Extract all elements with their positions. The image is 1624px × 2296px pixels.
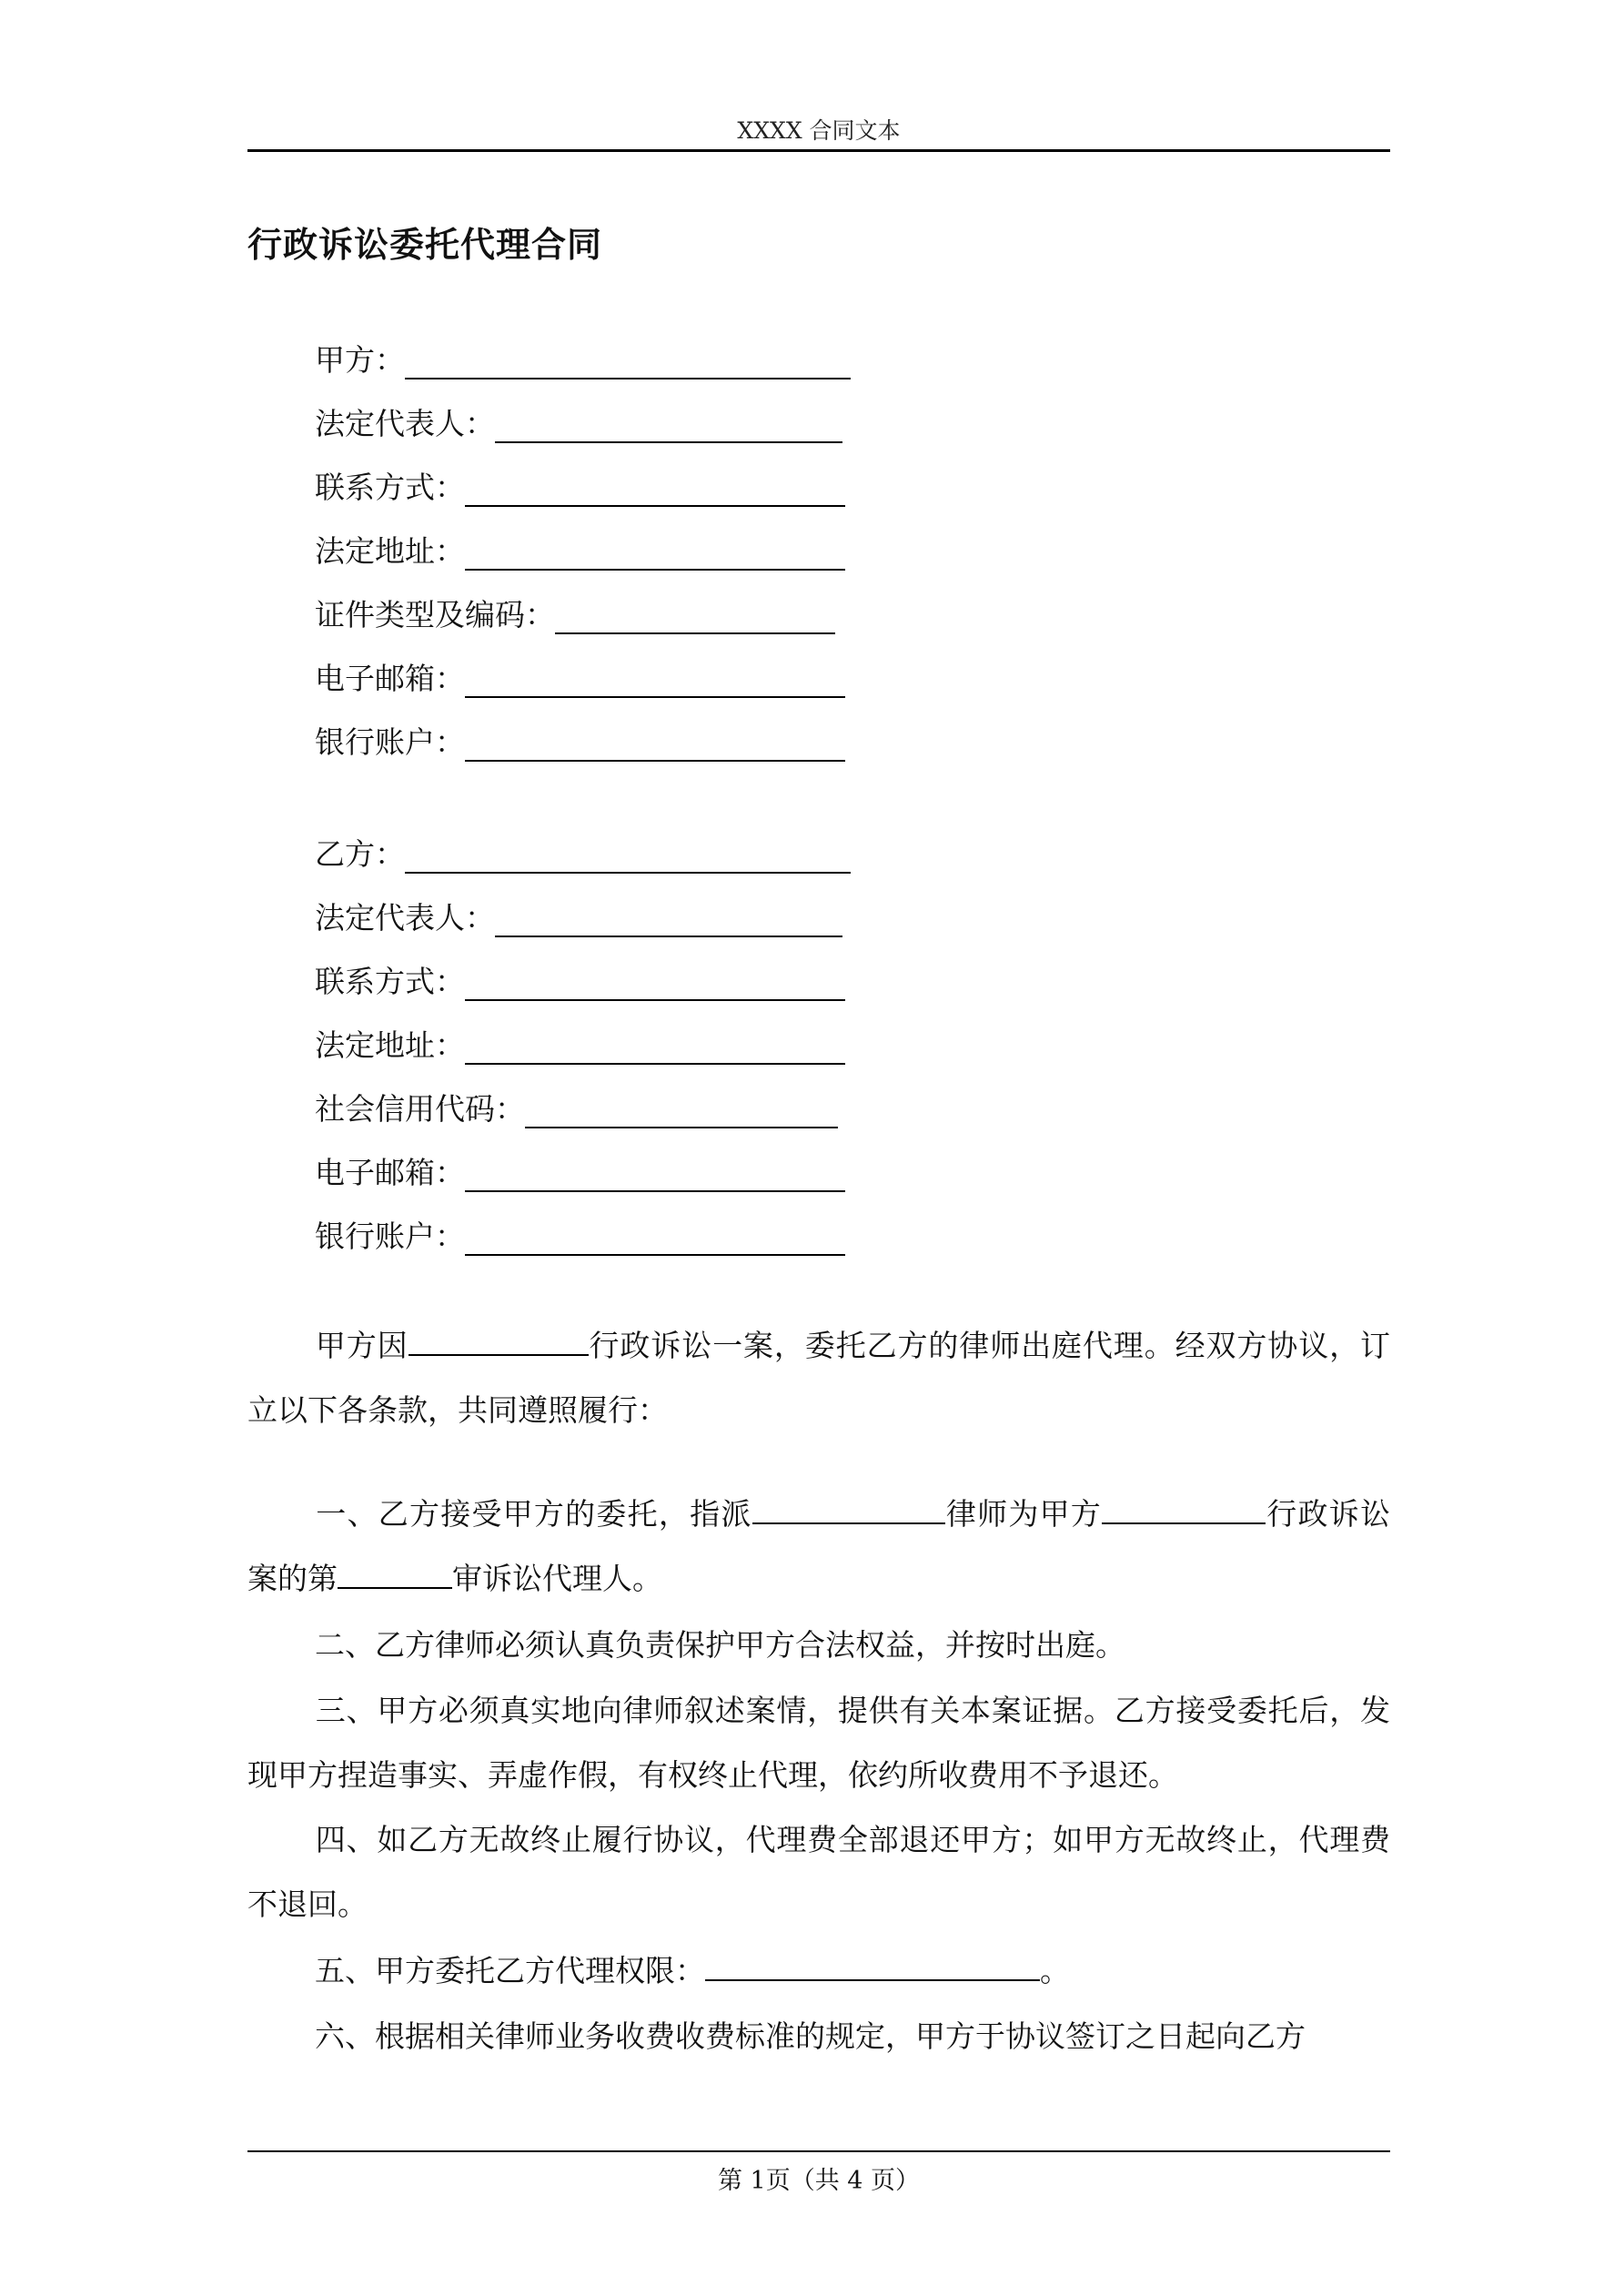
fill-line <box>405 835 851 874</box>
clause-6: 六、根据相关律师业务收费收费标准的规定，甲方于协议签订之日起向乙方 <box>315 2018 1306 2054</box>
party-b-address-field <box>315 1017 845 1065</box>
field-label: 联系方式： <box>315 964 465 999</box>
field-label: 甲方： <box>315 342 405 378</box>
party-a-name-field <box>315 332 851 379</box>
party-b-legal-rep-field <box>315 890 842 937</box>
field-label: 银行账户： <box>315 1219 465 1254</box>
clause-3: 三、甲方必须真实地向律师叙述案情，提供有关本案证据。乙方接受委托后，发现甲方捏造事实、弄虚作假，有权终止代理，依约所收费用不予退还。 <box>247 1693 1390 1793</box>
party-a-email-field <box>315 651 845 698</box>
field-label: 联系方式： <box>315 470 465 505</box>
fill-line <box>465 1027 845 1065</box>
fill-line <box>525 1090 838 1128</box>
fill-line <box>465 1154 845 1192</box>
page-header: XXXX 合同文本 <box>737 117 901 144</box>
fill-line <box>465 532 845 571</box>
party-b-email-field <box>315 1145 845 1192</box>
authority-blank <box>705 1952 1040 1981</box>
document-title: 行政诉讼委托代理合同 <box>247 224 603 265</box>
field-label: 法定代表人： <box>315 900 495 936</box>
fill-line <box>465 469 845 507</box>
case-blank <box>409 1327 589 1356</box>
party-b-credit-code-field <box>315 1081 838 1128</box>
clause-5: 五、甲方委托乙方代理权限： 。 <box>315 1953 1070 1988</box>
field-label: 乙方： <box>315 836 405 872</box>
clause-4: 四、如乙方无故终止履行协议，代理费全部退还甲方；如甲方无故终止，代理费不退回。 <box>247 1822 1390 1922</box>
fill-line <box>555 596 835 634</box>
party-a-address-field <box>315 523 845 571</box>
party-b-bank-field <box>315 1209 845 1256</box>
field-label: 法定代表人： <box>315 406 495 441</box>
instance-blank <box>338 1560 452 1589</box>
field-label: 法定地址： <box>315 533 465 569</box>
fill-line <box>465 723 845 762</box>
party-a-legal-rep-field <box>315 396 842 443</box>
fill-line <box>465 963 845 1001</box>
party-a-bank-field <box>315 714 845 762</box>
field-label: 社会信用代码： <box>315 1091 525 1127</box>
fill-line <box>405 341 851 379</box>
fill-line <box>495 405 842 443</box>
header-rule <box>247 149 1390 152</box>
field-label: 法定地址： <box>315 1027 465 1063</box>
field-label: 电子邮箱： <box>315 661 465 696</box>
field-label: 银行账户： <box>315 724 465 760</box>
field-label: 电子邮箱： <box>315 1155 465 1190</box>
case-name-blank <box>1102 1495 1266 1524</box>
fill-line <box>465 1218 845 1256</box>
party-b-contact-field <box>315 954 845 1001</box>
party-a-contact-field <box>315 460 845 507</box>
page-number: 第 1页（共 4 页） <box>717 2167 921 2195</box>
clause-1: 一、乙方接受甲方的委托，指派 律师为甲方 行政诉讼案的第 审诉讼代理人。 <box>247 1496 1391 1596</box>
field-label: 证件类型及编码： <box>315 597 555 632</box>
fill-line <box>495 899 842 937</box>
intro-paragraph: 甲方因 行政诉讼一案，委托乙方的律师出庭代理。经双方协议，订立以下各条款，共同遵照履行： <box>247 1328 1391 1428</box>
party-b-name-field <box>315 826 851 874</box>
footer-rule <box>247 2150 1390 2152</box>
fill-line <box>465 660 845 698</box>
party-a-id-field <box>315 587 835 634</box>
clause-2: 二、乙方律师必须认真负责保护甲方合法权益，并按时出庭。 <box>315 1627 1125 1663</box>
lawyer-blank <box>752 1495 945 1524</box>
